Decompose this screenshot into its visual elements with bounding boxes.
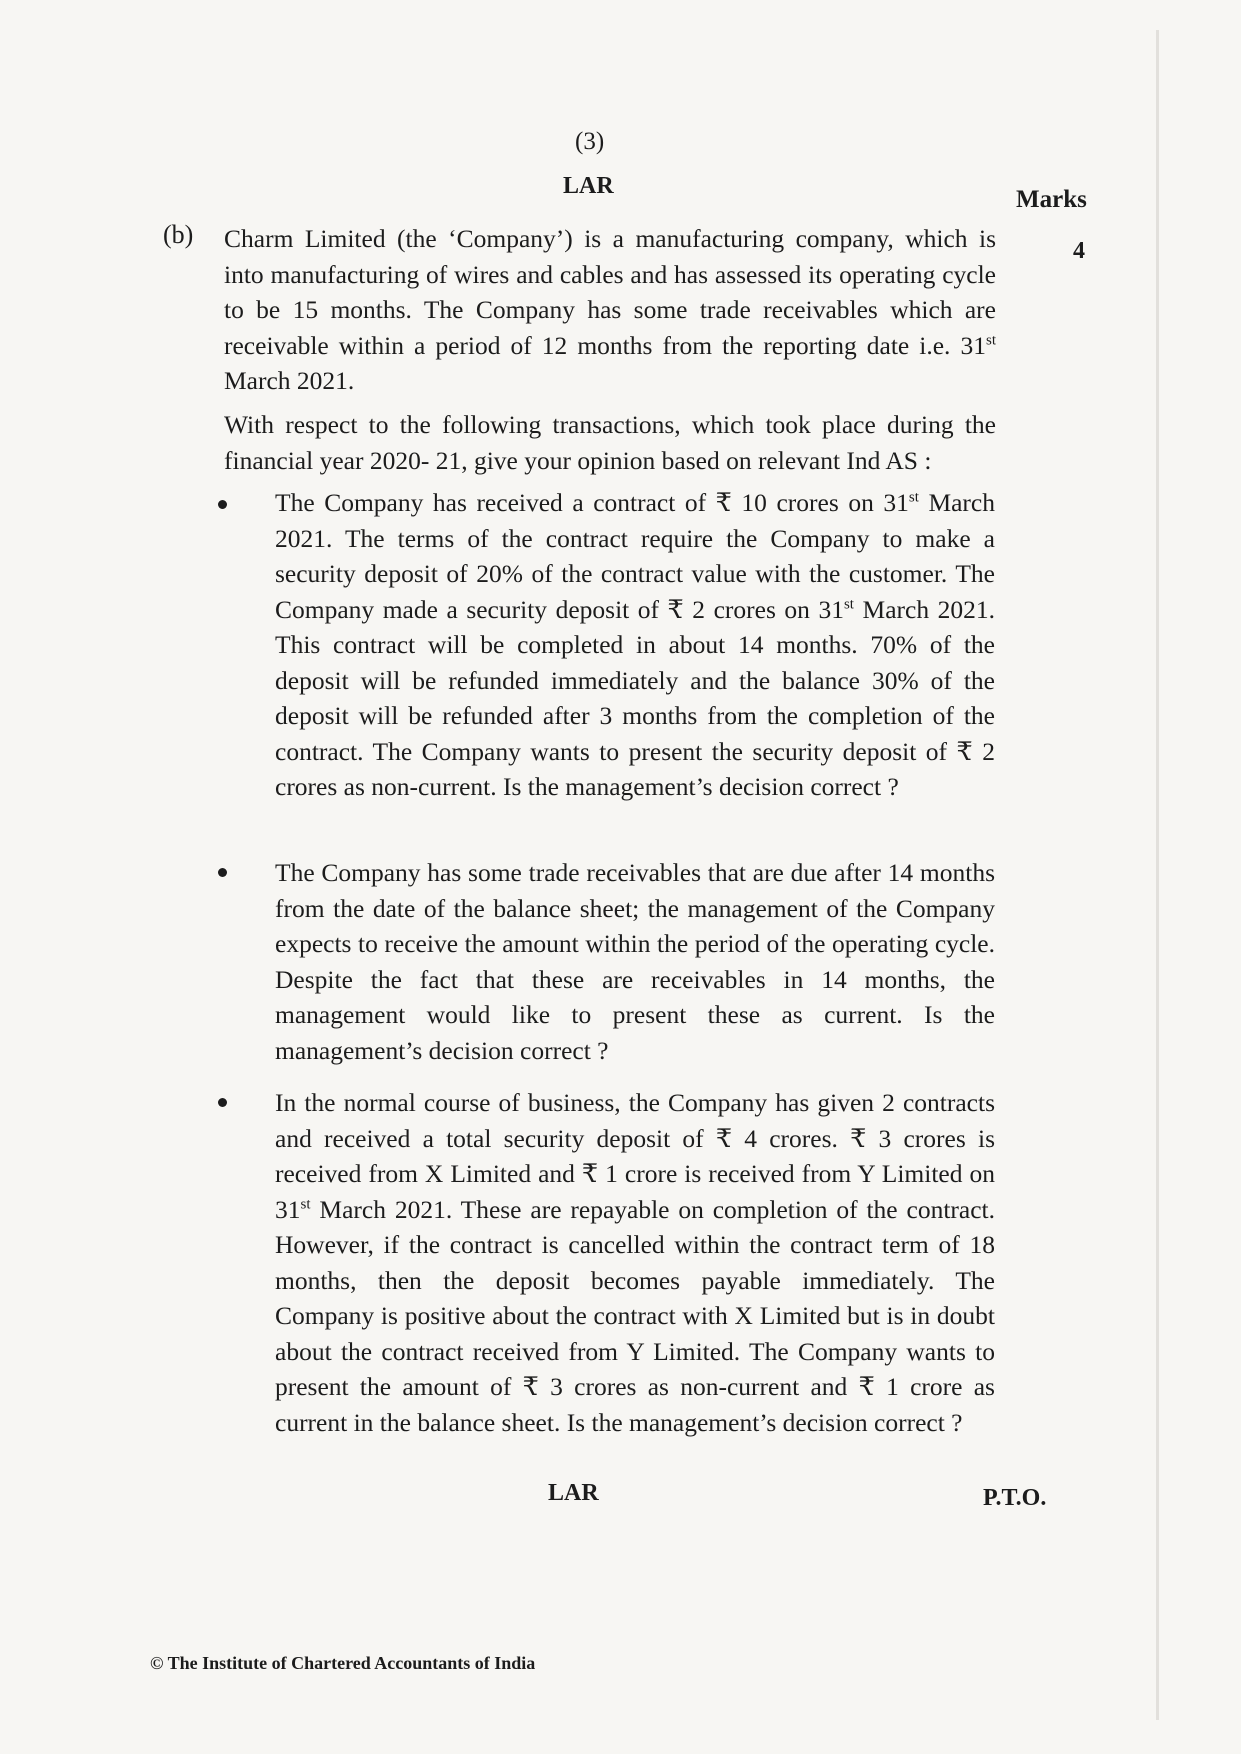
question-intro: Charm Limited (the ‘Company’) is a manufacturing company, which is into manufacturing of wires and cables and has assessed its operating cycle to be 15 months. The Company has some trade receivables which are receivable within a period of 12 months from the reporting date i.e. 31st March 2021. [224, 224, 996, 395]
bullet-item-2: The Company has some trade receivables that are due after 14 months from the date of the balance sheet; the management of the Company expects to receive the amount within the period of the operating cycle. Despite the fact that these are receivables in 14 months, the management would like to present these as current. Is the management’s decision correct ? [275, 858, 995, 1065]
bullet-dot [218, 868, 227, 877]
bullet-dot [218, 500, 227, 509]
paper-code-footer: LAR [548, 1480, 599, 1506]
bullet-item-1: The Company has received a contract of ₹ 10 crores on 31st March 2021. The terms of the contract require the Company to make a security deposit of 20% of the contract value with the customer. The Company made a security deposit of ₹ 2 crores on 31st March 2021. This contract will be completed in about 14 months. 70% of the deposit will be refunded immediately and the balance 30% of the deposit will be refunded after 3 months from the completion of the contract. The Company wants to present the security deposit of ₹ 2 crores as non-current. Is the management’s decision correct ? [275, 488, 995, 801]
question-label: (b) [163, 220, 194, 249]
page-number: (3) [575, 128, 605, 155]
please-turn-over: P.T.O. [983, 1485, 1047, 1511]
question-instruction: With respect to the following transactions, which took place during the financial year 2020- 21, give your opinion based on relevant Ind AS : [224, 410, 996, 475]
question-marks: 4 [1073, 238, 1085, 264]
copyright-notice: © The Institute of Chartered Accountants of India [150, 1653, 536, 1673]
paper-code-header: LAR [563, 173, 614, 199]
bullet-dot [218, 1098, 227, 1107]
marks-heading: Marks [1016, 186, 1087, 213]
page-edge-shadow [1156, 30, 1159, 1720]
bullet-item-3: In the normal course of business, the Company has given 2 contracts and received a total security deposit of ₹ 4 crores. ₹ 3 crores is received from X Limited and ₹ 1 crore is received from Y Limited on 31st March 2021. These are repayable on completion of the contract. However, if the contract is cancelled within the contract term of 18 months, then the deposit becomes payable immediately. The Company is positive about the contract with X Limited but is in doubt about the contract received from Y Limited. The Company wants to present the amount of ₹ 3 crores as non-current and ₹ 1 crore as current in the balance sheet. Is the management’s decision correct ? [275, 1088, 995, 1437]
